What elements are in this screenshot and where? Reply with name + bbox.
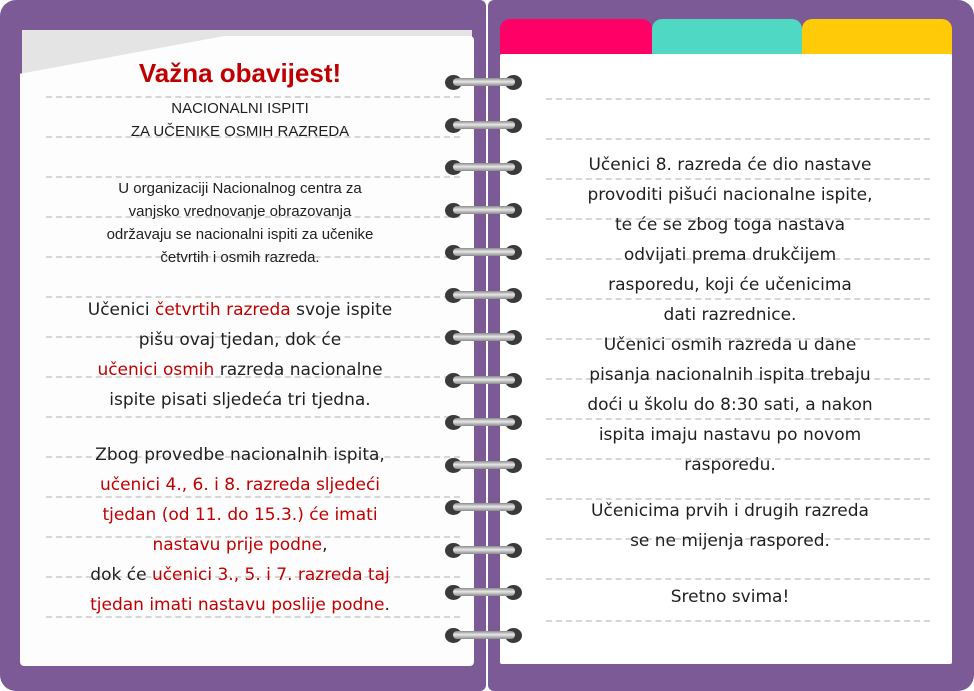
- paragraph-line: nastavu prije podne,: [152, 535, 328, 555]
- paragraph-line: pišu ovaj tjedan, dok će: [138, 330, 342, 350]
- paragraph-line: Zbog provedbe nacionalnih ispita,: [95, 445, 385, 465]
- paragraph-line: te će se zbog toga nastava: [614, 215, 846, 235]
- paragraph-line: dati razrednice.: [663, 305, 797, 325]
- intro-line: četvrtih i osmih razreda.: [160, 249, 320, 266]
- paragraph-line: tjedan (od 11. do 15.3.) će imati: [102, 505, 378, 525]
- notice-title: Važna obavijest!: [138, 58, 342, 88]
- paragraph-line: učenici 4., 6. i 8. razreda sljedeći: [99, 475, 381, 495]
- paragraph-line: se ne mijenja raspored.: [630, 531, 830, 551]
- paragraph-line: ispita imaju nastavu po novom: [598, 425, 862, 445]
- subtitle-line-1: NACIONALNI ISPITI: [171, 100, 309, 117]
- intro-paragraph: [60, 177, 420, 269]
- paragraph-line: rasporedu, koji će učenicima: [608, 275, 852, 295]
- paragraph-line: odvijati prema drukčijem: [623, 245, 837, 265]
- paragraph-line: pisanja nacionalnih ispita trebaju: [589, 365, 871, 385]
- intro-line: održavaju se nacionalni ispiti za učenike: [106, 226, 374, 243]
- paragraph-line: rasporedu.: [684, 455, 776, 475]
- exam-schedule-paragraph: [50, 295, 430, 415]
- timetable-change-paragraph: [50, 440, 430, 620]
- paragraph-line: učenici osmih razreda nacionalne: [97, 360, 383, 380]
- paragraph-line: dok će učenici 3., 5. i 7. razreda taj: [90, 565, 390, 585]
- paragraph-line: tjedan imati nastavu poslije podne.: [90, 595, 390, 615]
- intro-line: U organizaciji Nacionalnog centra za: [118, 180, 362, 197]
- paragraph-line: provoditi pišući nacionalne ispite,: [587, 185, 873, 205]
- paragraph-line: Učenicima prvih i drugih razreda: [591, 501, 869, 521]
- intro-line: vanjsko vrednovanje obrazovanja: [128, 203, 352, 220]
- grades12-info-paragraph: [540, 496, 920, 556]
- notice-subtitle: [60, 97, 420, 143]
- paragraph-line: Učenici četvrtih razreda svoje ispite: [87, 300, 393, 320]
- paragraph-line: doći u školu do 8:30 sati, a nakon: [587, 395, 873, 415]
- closing-line: Sretno svima!: [670, 587, 790, 607]
- paragraph-line: ispite pisati sljedeća tri tjedna.: [109, 390, 371, 410]
- paragraph-line: Učenici osmih razreda u dane: [603, 335, 857, 355]
- grade8-info-paragraph: [540, 150, 920, 480]
- subtitle-line-2: ZA UČENIKE OSMIH RAZREDA: [130, 123, 350, 140]
- paragraph-line: Učenici 8. razreda će dio nastave: [588, 155, 872, 175]
